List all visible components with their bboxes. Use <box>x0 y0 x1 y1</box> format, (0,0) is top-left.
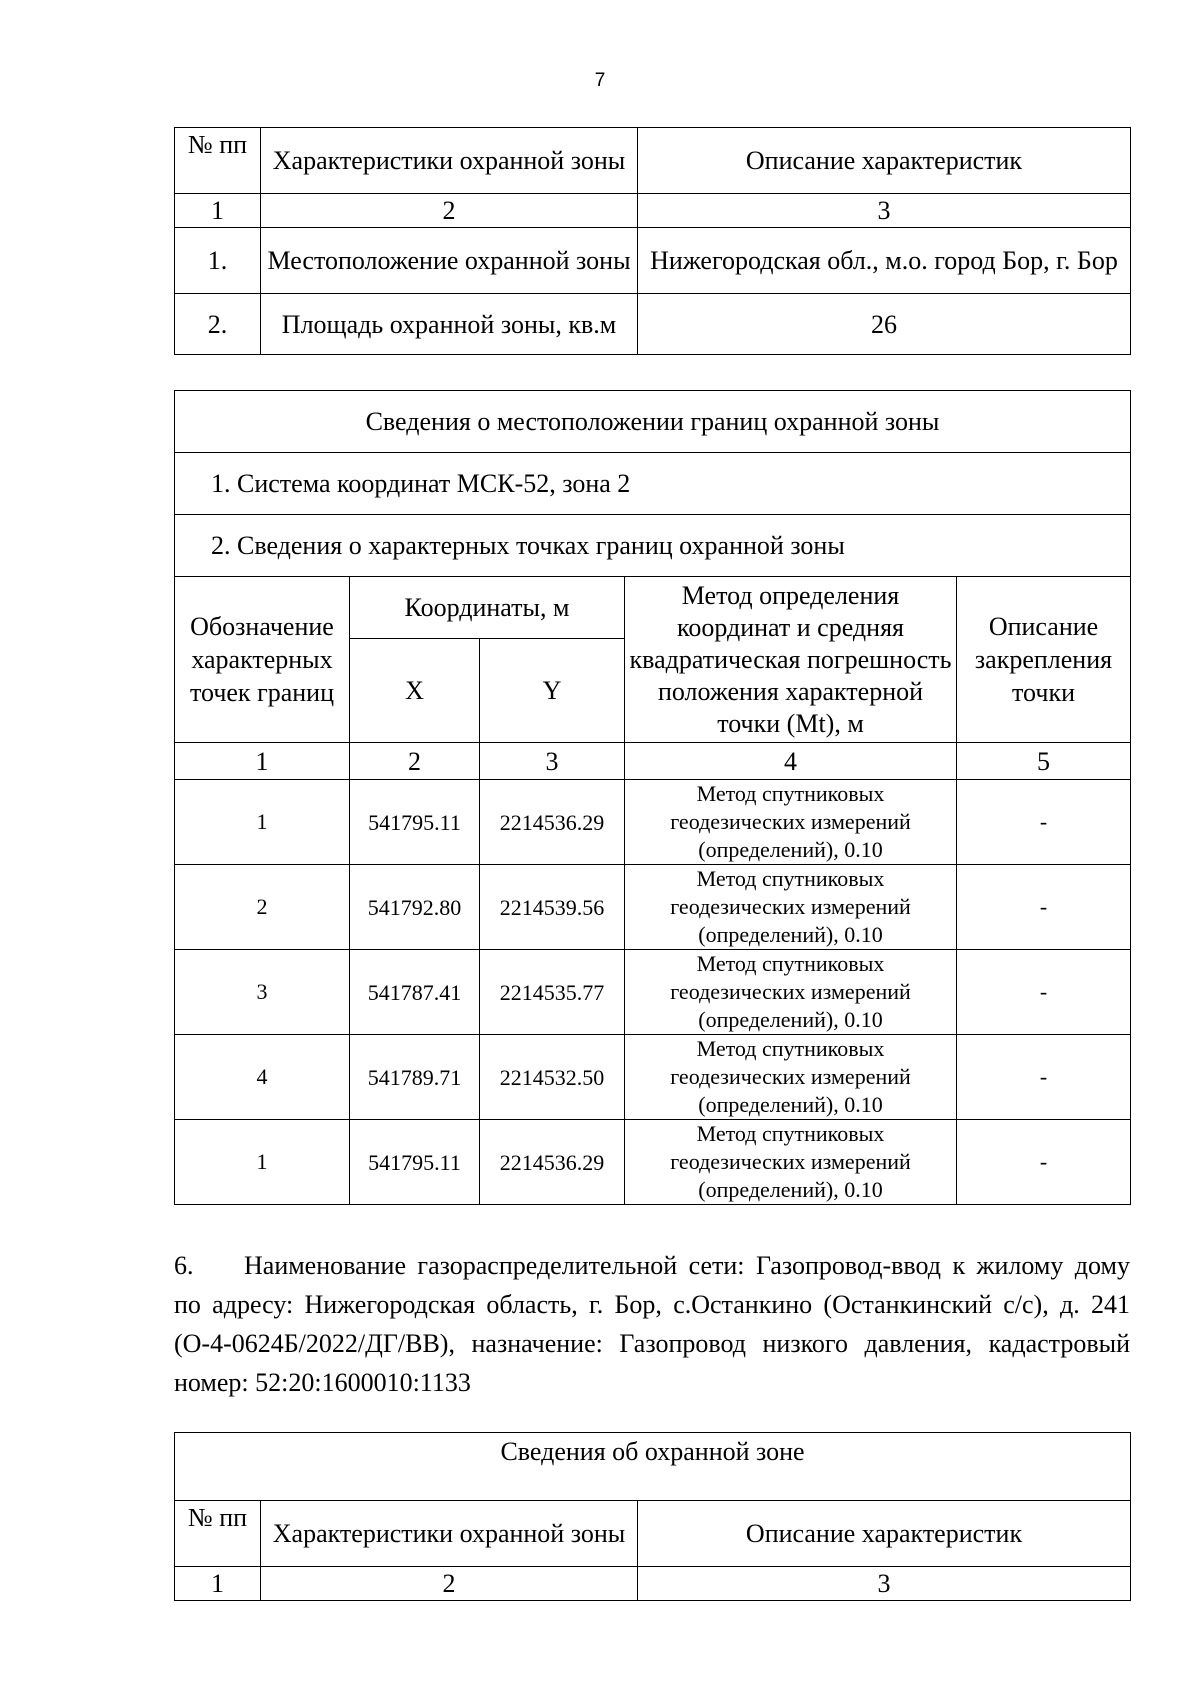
coord-y: 2214539.56 <box>480 865 625 950</box>
table-row <box>175 1035 1131 1120</box>
point-id: 1 <box>175 780 350 865</box>
method: Метод спутниковых геодезических измерений (определений), 0.10 <box>625 780 957 865</box>
col-number: 5 <box>957 743 1131 780</box>
table-row <box>175 780 1131 865</box>
col-number: 4 <box>625 743 957 780</box>
boundary-table-title: Сведения о местоположении границ охранной зоны <box>175 391 1131 453</box>
row-number: 1. <box>175 228 261 294</box>
fixing: - <box>957 865 1131 950</box>
row-characteristic: Площадь охранной зоны, кв.м <box>261 294 638 355</box>
table-row <box>175 950 1131 1035</box>
coord-x: 541795.11 <box>350 1120 480 1205</box>
table-row <box>175 1120 1131 1205</box>
col-number: 1 <box>175 194 261 228</box>
section-6-paragraph <box>174 1246 1130 1402</box>
protection-zone-table-1 <box>174 127 1131 355</box>
col-number: 2 <box>350 743 480 780</box>
col-number: 3 <box>638 1567 1131 1601</box>
section-text: Наименование газораспределительной сети: Газопровод-ввод к жилому дому по адресу: Нижегородская область, г. Бор, с.Останкино (Останкинский с/с), д. 241 (О-4-0624Б/2022/ДГ/ВВ), назначение: Газопровод низкого давления, кадастровый номер: 52:20:1600010:1133 <box>174 1251 1130 1397</box>
method: Метод спутниковых геодезических измерений (определений), 0.10 <box>625 1035 957 1120</box>
header-characteristics: Характеристики охранной зоны <box>261 1501 638 1567</box>
col-number: 2 <box>261 194 638 228</box>
section-number: 6. <box>174 1251 194 1280</box>
points-section-title: 2. Сведения о характерных точках границ охранной зоны <box>175 515 1131 577</box>
header-characteristics: Характеристики охранной зоны <box>261 128 638 194</box>
coord-x: 541787.41 <box>350 950 480 1035</box>
header-x: X <box>350 639 480 743</box>
table-row <box>175 865 1131 950</box>
fixing: - <box>957 950 1131 1035</box>
coord-y: 2214535.77 <box>480 950 625 1035</box>
col-number: 3 <box>638 194 1131 228</box>
header-point-designation: Обозначение характерных точек границ <box>175 577 350 743</box>
header-description: Описание характеристик <box>638 128 1131 194</box>
point-id: 3 <box>175 950 350 1035</box>
method: Метод спутниковых геодезических измерений (определений), 0.10 <box>625 950 957 1035</box>
row-description: 26 <box>638 294 1131 355</box>
coord-x: 541792.80 <box>350 865 480 950</box>
fixing: - <box>957 780 1131 865</box>
header-fixing: Описание закрепления точки <box>957 577 1131 743</box>
point-id: 1 <box>175 1120 350 1205</box>
header-method: Метод определения координат и средняя квадратическая погрешность положения характерной точки (Mt), м <box>625 577 957 743</box>
coord-y: 2214536.29 <box>480 780 625 865</box>
page-number: 7 <box>594 70 606 91</box>
coord-y: 2214532.50 <box>480 1035 625 1120</box>
coord-x: 541795.11 <box>350 780 480 865</box>
col-number: 1 <box>175 1567 261 1601</box>
point-id: 4 <box>175 1035 350 1120</box>
coord-x: 541789.71 <box>350 1035 480 1120</box>
header-y: Y <box>480 639 625 743</box>
fixing: - <box>957 1035 1131 1120</box>
col-number: 3 <box>480 743 625 780</box>
coord-y: 2214536.29 <box>480 1120 625 1205</box>
header-coordinates: Координаты, м <box>350 577 625 639</box>
header-number: № пп <box>175 128 261 194</box>
method: Метод спутниковых геодезических измерений (определений), 0.10 <box>625 865 957 950</box>
protection-zone-table-2 <box>174 1432 1131 1601</box>
header-description: Описание характеристик <box>638 1501 1131 1567</box>
col-number: 2 <box>261 1567 638 1601</box>
row-number: 2. <box>175 294 261 355</box>
coordinate-system: 1. Система координат МСК-52, зона 2 <box>175 453 1131 515</box>
header-number: № пп <box>175 1501 261 1567</box>
zone-info-title: Сведения об охранной зоне <box>175 1433 1131 1501</box>
fixing: - <box>957 1120 1131 1205</box>
boundary-location-table <box>174 390 1131 1205</box>
row-characteristic: Местоположение охранной зоны <box>261 228 638 294</box>
method: Метод спутниковых геодезических измерений (определений), 0.10 <box>625 1120 957 1205</box>
row-description: Нижегородская обл., м.о. город Бор, г. Бор <box>638 228 1131 294</box>
point-id: 2 <box>175 865 350 950</box>
col-number: 1 <box>175 743 350 780</box>
